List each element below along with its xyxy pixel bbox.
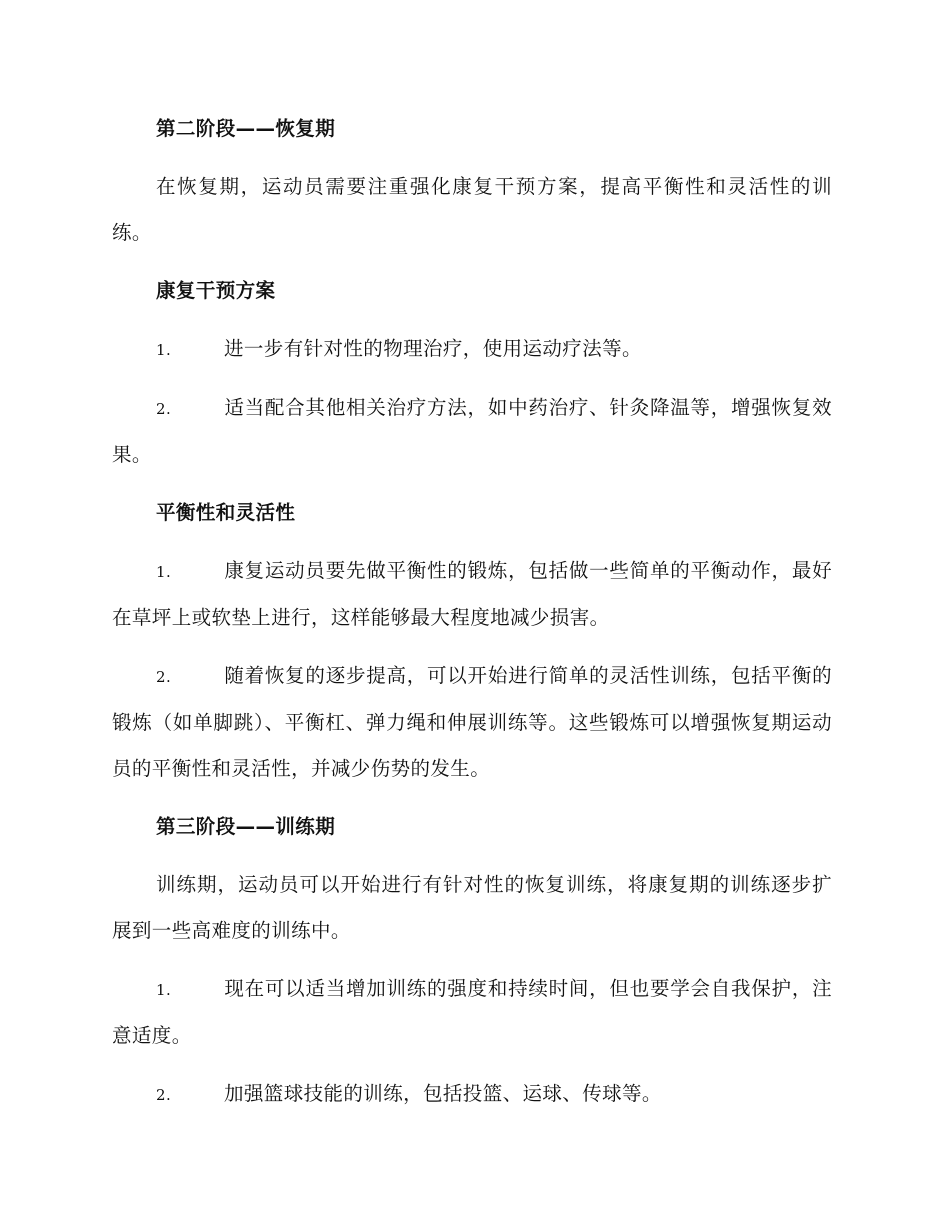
list-number: 2. xyxy=(156,400,172,418)
list-item-text: 进一步有针对性的物理治疗，使用运动疗法等。 xyxy=(224,337,642,360)
list-item-text: 加强篮球技能的训练，包括投篮、运球、传球等。 xyxy=(224,1082,662,1105)
balance-agility-item-1 xyxy=(112,548,832,641)
list-item-text: 适当配合其他相关治疗方法，如中药治疗、针灸降温等，增强恢复效果。 xyxy=(112,396,832,466)
list-item-text: 随着恢复的逐步提高，可以开始进行简单的灵活性训练，包括平衡的锻炼（如单脚跳）、平衡杠、弹力绳和伸展训练等。这些锻炼可以增强恢复期运动员的平衡性和灵活性，并减少伤势的发生。 xyxy=(112,664,832,780)
rehab-plan-item-2 xyxy=(112,385,832,478)
recovery-stage-intro: 在恢复期，运动员需要注重强化康复干预方案，提高平衡性和灵活性的训练。 xyxy=(112,175,832,244)
list-item-text: 康复运动员要先做平衡性的锻炼，包括做一些简单的平衡动作，最好在草坪上或软垫上进行，这样能够最大程度地减少损害。 xyxy=(112,559,832,629)
training-stage-item-2 xyxy=(112,1071,832,1118)
section-heading-balance-agility: 平衡性和灵活性 xyxy=(156,501,296,524)
list-number: 1. xyxy=(156,341,172,359)
training-stage-item-1 xyxy=(112,966,832,1059)
section-heading-rehab-plan: 康复干预方案 xyxy=(156,279,276,302)
document-body xyxy=(112,106,832,1130)
list-number: 2. xyxy=(156,1086,172,1104)
balance-agility-item-2 xyxy=(112,653,832,792)
list-item-text: 现在可以适当增加训练的强度和持续时间，但也要学会自我保护，注意适度。 xyxy=(112,977,832,1047)
rehab-plan-item-1 xyxy=(112,326,832,373)
training-stage-intro: 训练期，运动员可以开始进行有针对性的恢复训练，将康复期的训练逐步扩展到一些高难度的训练中。 xyxy=(112,873,832,942)
list-number: 1. xyxy=(156,563,172,581)
list-number: 1. xyxy=(156,981,172,999)
section-heading-recovery-stage: 第二阶段——恢复期 xyxy=(156,117,336,140)
list-number: 2. xyxy=(156,668,172,686)
section-heading-training-stage: 第三阶段——训练期 xyxy=(156,815,336,838)
